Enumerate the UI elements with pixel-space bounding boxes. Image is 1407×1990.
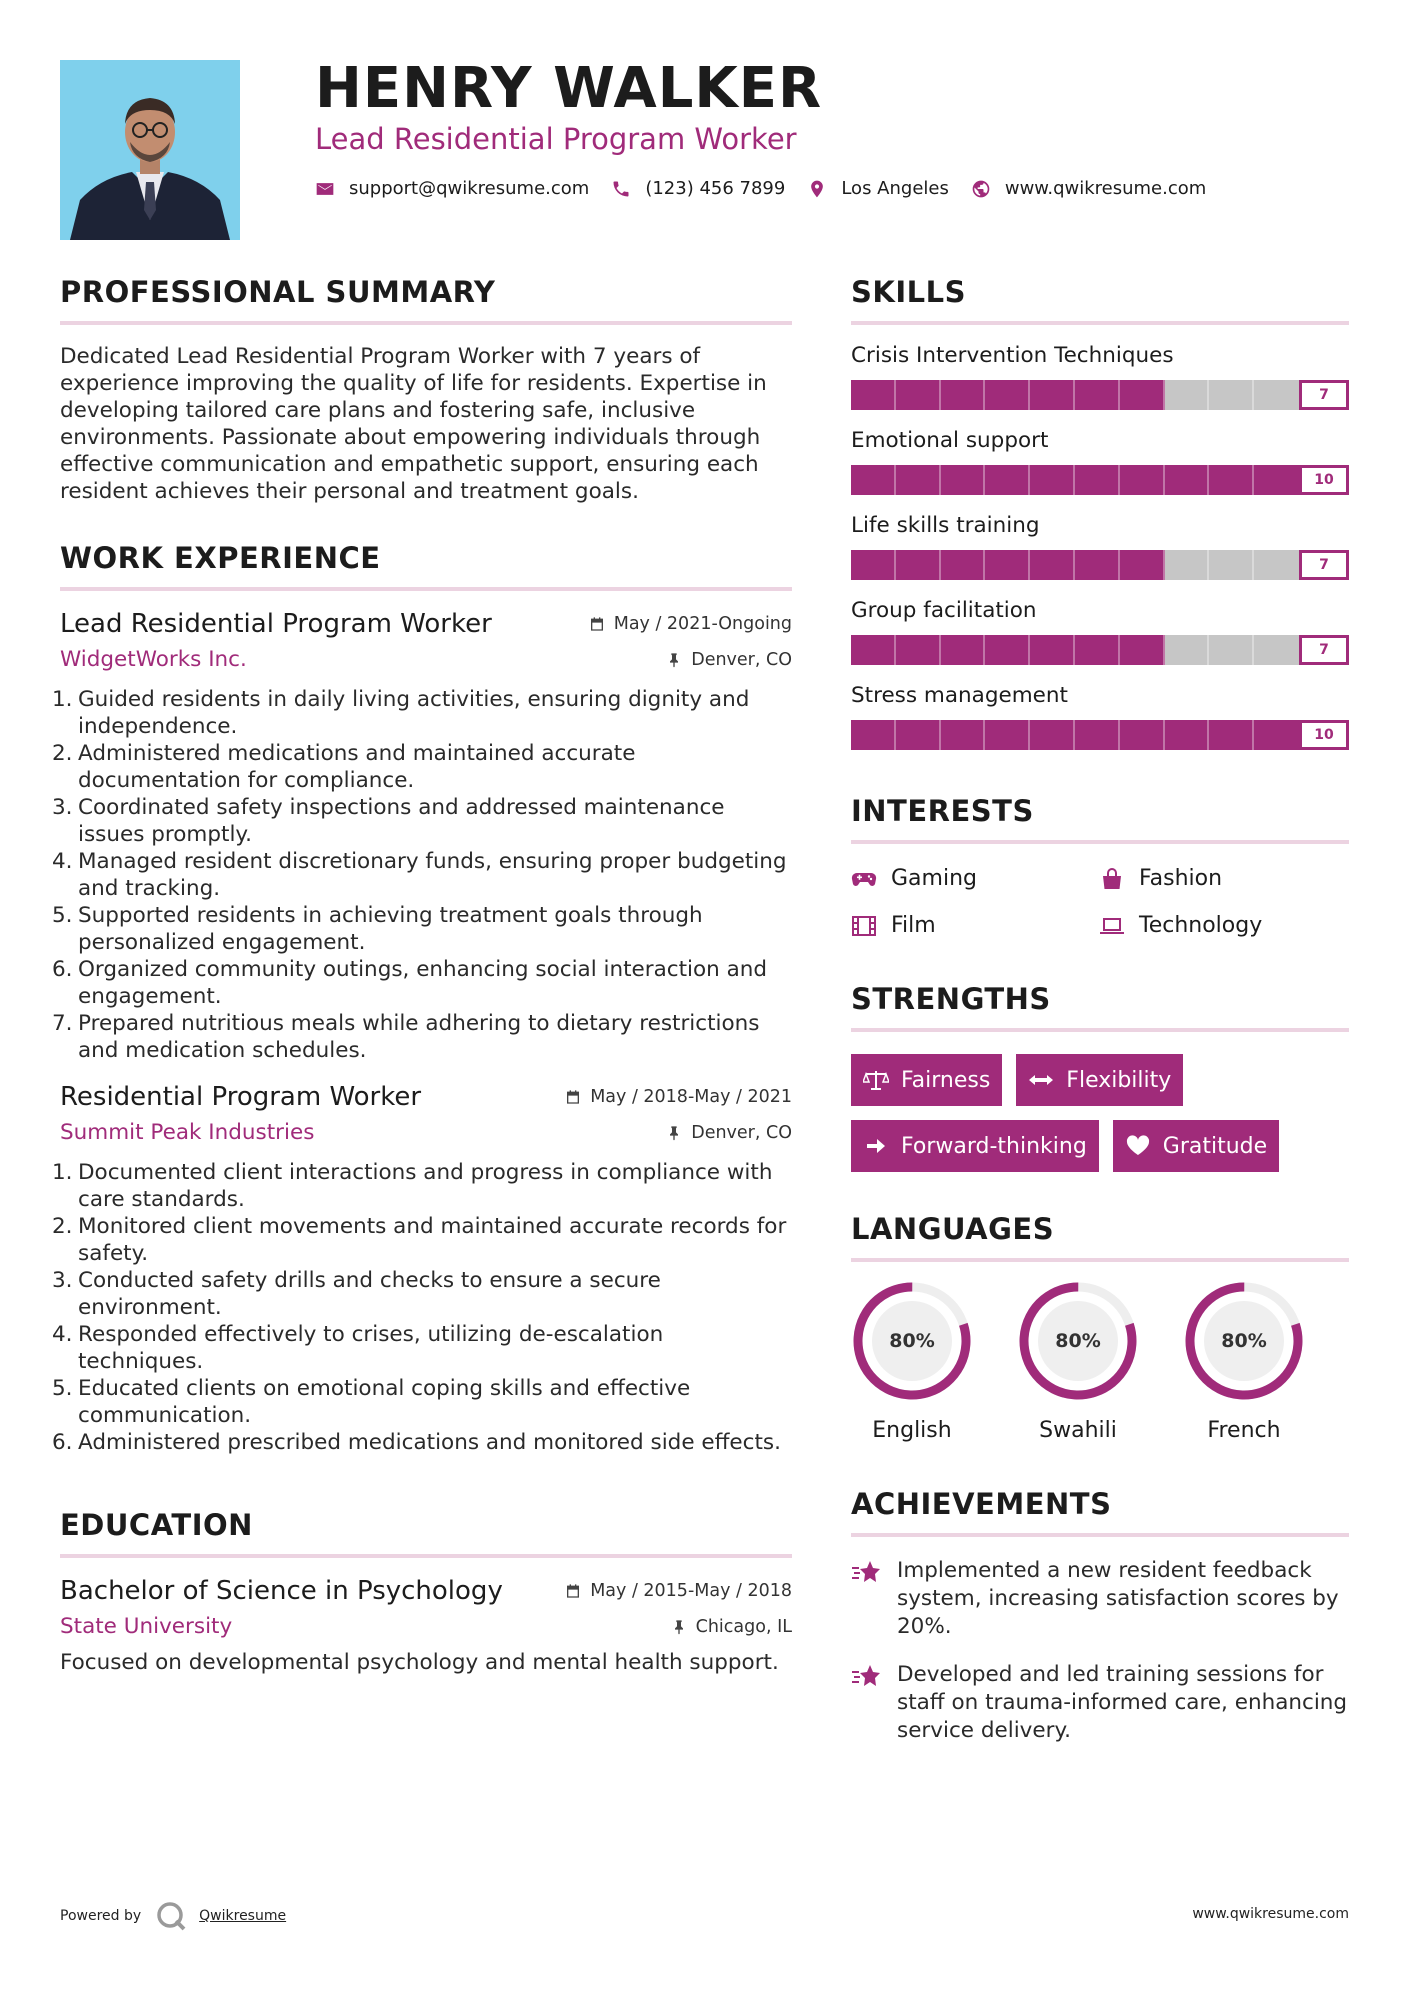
star-icon [851,1559,883,1587]
skill-item [851,683,1349,750]
skill-bar [851,380,1349,410]
skills-section [851,275,1349,750]
education-date [565,1581,792,1601]
star-icon [851,1663,883,1691]
skill-bar-segment [1120,720,1165,750]
interest-technology [1099,913,1347,938]
job-location [666,650,792,670]
language-name: Swahili [1039,1418,1117,1443]
skill-bar-segment [851,720,896,750]
language-item [1017,1280,1183,1443]
duty-list [52,1159,792,1456]
skill-bar-segment [941,465,986,495]
candidate-name: HENRY WALKER [315,56,823,121]
skill-bar [851,550,1349,580]
skill-bar-segment [985,550,1030,580]
footer-powered-by [60,1900,286,1932]
skill-bar-segment [1030,380,1075,410]
envelope-icon [315,179,335,199]
skill-bar-segment [1075,465,1120,495]
strength-chip-fairness [851,1054,1002,1106]
strength-label: Forward-thinking [901,1133,1087,1159]
calendar-icon [589,616,605,632]
skill-item [851,343,1349,410]
skill-bar-segment [941,380,986,410]
skill-bar-segment [1120,465,1165,495]
interest-fashion [1099,866,1347,891]
skill-level-badge: 10 [1299,720,1349,750]
contact-website[interactable] [971,178,1206,199]
qwikresume-logo-icon [155,1900,187,1932]
language-name: English [872,1418,952,1443]
summary-text: Dedicated Lead Residential Program Worker with 7 years of experience improving the quality of life for residents. Expertise in developing tailored care plans and fostering safe, inclusive environments. Passionate about empowering individuals through effective communication and empathetic support, ensuring each resident achieves their personal and treatment goals. [60,344,767,504]
job-title: Lead Residential Program Worker [60,609,492,639]
footer-site-link[interactable]: www.qwikresume.com [1192,1906,1349,1922]
strength-label: Gratitude [1162,1133,1268,1159]
education-location-text: Chicago, IL [695,1616,792,1637]
interest-label: Fashion [1139,866,1223,891]
achievement-item [851,1661,1349,1745]
skill-level-badge: 7 [1299,380,1349,410]
skill-bar-segment [1030,465,1075,495]
skill-bar-segment [941,720,986,750]
achievements-heading: ACHIEVEMENTS [851,1487,1349,1537]
pushpin-icon [671,1619,687,1635]
experience-heading: WORK EXPERIENCE [60,541,792,591]
interest-label: Film [891,913,936,938]
education-heading: EDUCATION [60,1508,792,1558]
email-text: support@qwikresume.com [349,178,590,199]
skill-bar-segment [1030,635,1075,665]
language-name: French [1207,1418,1281,1443]
languages-section [851,1212,1349,1443]
skill-bar-segment [985,635,1030,665]
right-column [851,275,1349,1745]
skill-bar-segment [985,465,1030,495]
list-item: 7. Prepared nutritious meals while adhering to dietary restrictions and medication schedules. [52,1011,760,1063]
arrows-horizontal-icon [1028,1069,1054,1091]
strength-chip-forward-thinking [851,1120,1099,1172]
profile-photo [60,60,240,240]
interest-film [851,913,1099,938]
skill-bar-segment [1165,380,1210,410]
list-item: 5. Supported residents in achieving treatment goals through personalized engagement. [52,903,703,955]
list-item: 6. Administered prescribed medications and monitored side effects. [52,1430,781,1455]
gamepad-icon [851,868,877,890]
skill-bar-segment [1120,635,1165,665]
location-text: Los Angeles [841,178,949,199]
education-location [671,1617,792,1637]
phone-text: (123) 456 7899 [645,178,786,199]
skill-bar-segment [1030,720,1075,750]
skill-bar-segment [1120,550,1165,580]
degree-title: Bachelor of Science in Psychology [60,1576,503,1606]
skill-level-badge: 10 [1299,465,1349,495]
pushpin-icon [666,652,682,668]
laptop-icon [1099,915,1125,937]
list-item: 2. Administered medications and maintained accurate documentation for compliance. [52,741,636,793]
map-marker-icon [807,179,827,199]
list-item: 1. Documented client interactions and progress in compliance with care standards. [52,1160,773,1212]
skill-bar-segment [1209,720,1254,750]
phone-icon [611,179,631,199]
skill-bar-segment [1075,720,1120,750]
skill-bar-segment [1165,465,1210,495]
skill-bar-segment [896,380,941,410]
brand-link[interactable]: Qwikresume [199,1908,287,1924]
job-location [666,1123,792,1143]
skill-bar-segment [941,635,986,665]
skill-name: Crisis Intervention Techniques [851,343,1174,368]
skills-list [851,343,1349,750]
list-item: 4. Responded effectively to crises, utilizing de-escalation techniques. [52,1322,664,1374]
strengths-heading: STRENGTHS [851,982,1349,1032]
skill-name: Life skills training [851,513,1040,538]
languages-list [851,1280,1349,1443]
candidate-title: Lead Residential Program Worker [315,122,797,156]
job-entry [52,609,792,1064]
skill-bar-segment [985,380,1030,410]
strength-label: Fairness [901,1067,991,1093]
language-percent: 80% [889,1330,935,1352]
summary-heading: PROFESSIONAL SUMMARY [60,275,792,325]
job-date [565,1087,792,1107]
arrow-right-icon [863,1135,889,1157]
skill-bar-segment [1165,720,1210,750]
skill-bar-segment [896,720,941,750]
skill-name: Stress management [851,683,1068,708]
job-date-text: May / 2018-May / 2021 [590,1087,792,1107]
skill-bar-segment [851,550,896,580]
language-ring [851,1280,973,1402]
company-name: Summit Peak Industries [60,1120,315,1145]
skill-bar-segment [1209,550,1254,580]
job-date [589,614,792,634]
list-item: 3. Coordinated safety inspections and addressed maintenance issues promptly. [52,795,725,847]
skills-heading: SKILLS [851,275,1349,325]
skill-bar [851,635,1349,665]
job-date-text: May / 2021-Ongoing [613,614,792,634]
powered-by-text: Powered by [60,1908,142,1924]
skill-bar-segment [851,635,896,665]
language-percent: 80% [1221,1330,1267,1352]
left-column [52,275,792,1676]
language-percent: 80% [1055,1330,1101,1352]
achievement-text: Developed and led training sessions for staff on trauma-informed care, enhancing service delivery. [897,1662,1348,1743]
language-ring [1183,1280,1305,1402]
experience-section [52,541,792,1456]
list-item: 1. Guided residents in daily living activities, ensuring dignity and independence. [52,687,750,739]
interest-gaming [851,866,1099,891]
skill-bar-segment [1075,635,1120,665]
contact-email[interactable] [315,178,589,199]
education-description: Focused on developmental psychology and mental health support. [60,1650,779,1675]
skill-bar-segment [1165,635,1210,665]
job-location-text: Denver, CO [691,649,792,670]
balance-scale-icon [863,1069,889,1091]
skill-name: Emotional support [851,428,1049,453]
strength-label: Flexibility [1066,1067,1172,1093]
skill-bar-segment [1075,550,1120,580]
school-name: State University [60,1614,233,1639]
achievement-item [851,1557,1349,1641]
summary-section [60,275,792,505]
skill-bar-segment [941,550,986,580]
list-item: 3. Conducted safety drills and checks to ensure a secure environment. [52,1268,661,1320]
list-item: 4. Managed resident discretionary funds, ensuring proper budgeting and tracking. [52,849,787,901]
strength-chip-gratitude [1113,1120,1279,1172]
education-section [60,1508,792,1676]
shopping-bag-icon [1099,868,1125,890]
skill-bar-segment [896,635,941,665]
list-item: 2. Monitored client movements and maintained accurate records for safety. [52,1214,787,1266]
skill-bar-segment [1075,380,1120,410]
calendar-icon [565,1583,581,1599]
skill-bar-segment [1209,635,1254,665]
skill-item [851,598,1349,665]
languages-heading: LANGUAGES [851,1212,1349,1262]
skill-level-badge: 7 [1299,550,1349,580]
contact-bar [315,178,1228,199]
skill-name: Group facilitation [851,598,1037,623]
website-text: www.qwikresume.com [1004,178,1207,199]
globe-icon [971,179,991,199]
interest-label: Gaming [891,866,977,891]
calendar-icon [565,1089,581,1105]
language-item [851,1280,1017,1443]
achievements-section [851,1487,1349,1745]
skill-bar-segment [1209,380,1254,410]
language-ring [1017,1280,1139,1402]
pushpin-icon [666,1125,682,1141]
skill-bar [851,465,1349,495]
contact-location [807,178,949,199]
skill-item [851,513,1349,580]
list-item: 6. Organized community outings, enhancing social interaction and engagement. [52,957,768,1009]
skill-bar-segment [896,465,941,495]
company-name: WidgetWorks Inc. [60,647,247,672]
duty-list [52,686,792,1064]
skill-level-badge: 7 [1299,635,1349,665]
skill-bar-segment [1165,550,1210,580]
skill-bar-segment [896,550,941,580]
skill-bar [851,720,1349,750]
education-date-text: May / 2015-May / 2018 [590,1581,792,1601]
job-title: Residential Program Worker [60,1082,422,1112]
skill-bar-segment [1120,380,1165,410]
skill-bar-segment [1209,465,1254,495]
interests-heading: INTERESTS [851,794,1349,844]
skill-bar-segment [1030,550,1075,580]
job-entry [52,1082,792,1456]
heart-icon [1125,1135,1151,1157]
strength-chip-flexibility [1016,1054,1183,1106]
skill-bar-segment [851,380,896,410]
interests-section [851,794,1349,938]
skill-bar-segment [985,720,1030,750]
job-location-text: Denver, CO [691,1122,792,1143]
skill-item [851,428,1349,495]
strengths-section [851,982,1349,1174]
list-item: 5. Educated clients on emotional coping skills and effective communication. [52,1376,691,1428]
skill-bar-segment [851,465,896,495]
contact-phone[interactable] [611,178,785,199]
film-icon [851,915,877,937]
achievement-text: Implemented a new resident feedback system, increasing satisfaction scores by 20%. [897,1558,1339,1639]
language-item [1183,1280,1349,1443]
interest-label: Technology [1139,913,1263,938]
